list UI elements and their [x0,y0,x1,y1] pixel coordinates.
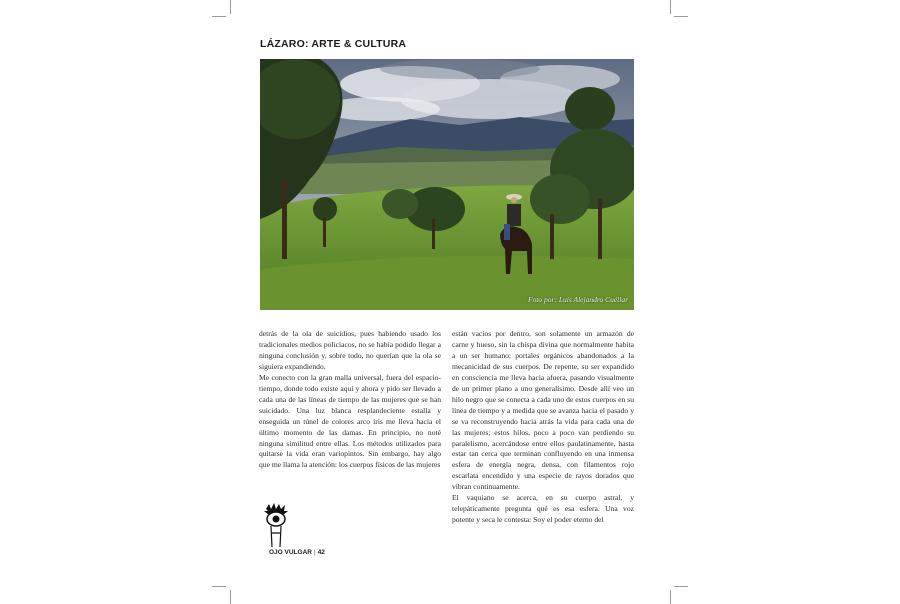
paragraph: Me conecto con la gran malla universal, fuera del espacio-tiempo, donde todo existe aquí y ahora y pido ser llevado a cada una de las líneas de tiempo de las mujeres que se han suicidado. Una luz blanca resplandeciente estalla y enseguida un túnel de colores arco iris me lleva hacia el último momento de las damas. En principio, no noté ninguna similitud entre ellas. Los métodos utilizados para quitarse la vida eran variopintos. Sin embargo, hay algo que me llama la atención: los cuerpos físicos de las mujeres [259,372,441,470]
magazine-name: OJO VULGAR [269,549,312,556]
crop-mark [670,0,671,14]
paragraph: están vacíos por dentro, son solamente un armazón de carne y hueso, sin la chispa divina que normalmente habita a un ser humano; portales orgánicos abandonados a la mecanicidad de sus cuerpos. De repente, su ser expandido en consciencia me lleva hacia afuera, pasando visualmente de un primer plano a uno generalísimo. Desde allí veo un hilo negro que se conecta a cada uno de estos cuerpos en su línea de tiempo y a medida que se avanza hacia el pasado y se va reconstruyendo hacia atrás la vida para cada una de las mujeres; estos hilos, poco a poco van perdiendo su paralelismo, acercándose entre ellos paulatinamente, hasta estar tan cerca que terminan confluyendo en una inmensa esfera de energía negra, densa, con filamentos rojo escarlata encendido y una especie de rayos dorados que vibran continuamente. [452,329,634,492]
page-footer [269,549,325,556]
page-number: 42 [317,549,325,556]
crop-mark [230,0,231,14]
landscape-photo [260,59,634,310]
paragraph: detrás de la ola de suicidios, pues habiendo usado los tradicionales medios policiacos, no se había podido llegar a ninguna conclusión y, sobre todo, no querían que la ola se siguiera expandiendo. [259,329,441,371]
crop-mark [230,590,231,604]
crop-mark [670,590,671,604]
crop-mark [674,586,688,587]
photo-credit: Foto por: Luis Alejandro Cuéllar [528,295,629,304]
crop-mark [212,586,226,587]
landscape-photo-icon [260,59,634,310]
crop-mark [674,16,688,17]
paragraph: El vaquiano se acerca, en su cuerpo astral, y telepáticamente pregunta qué es esa esfera. Una voz potente y seca le contesta: Soy el poder eterno del [452,493,634,525]
section-title: LÁZARO: ARTE & CULTURA [260,38,407,50]
text-column-right [452,329,634,526]
footer-separator: | [313,549,316,556]
crop-mark [212,16,226,17]
text-column-left [259,329,441,471]
